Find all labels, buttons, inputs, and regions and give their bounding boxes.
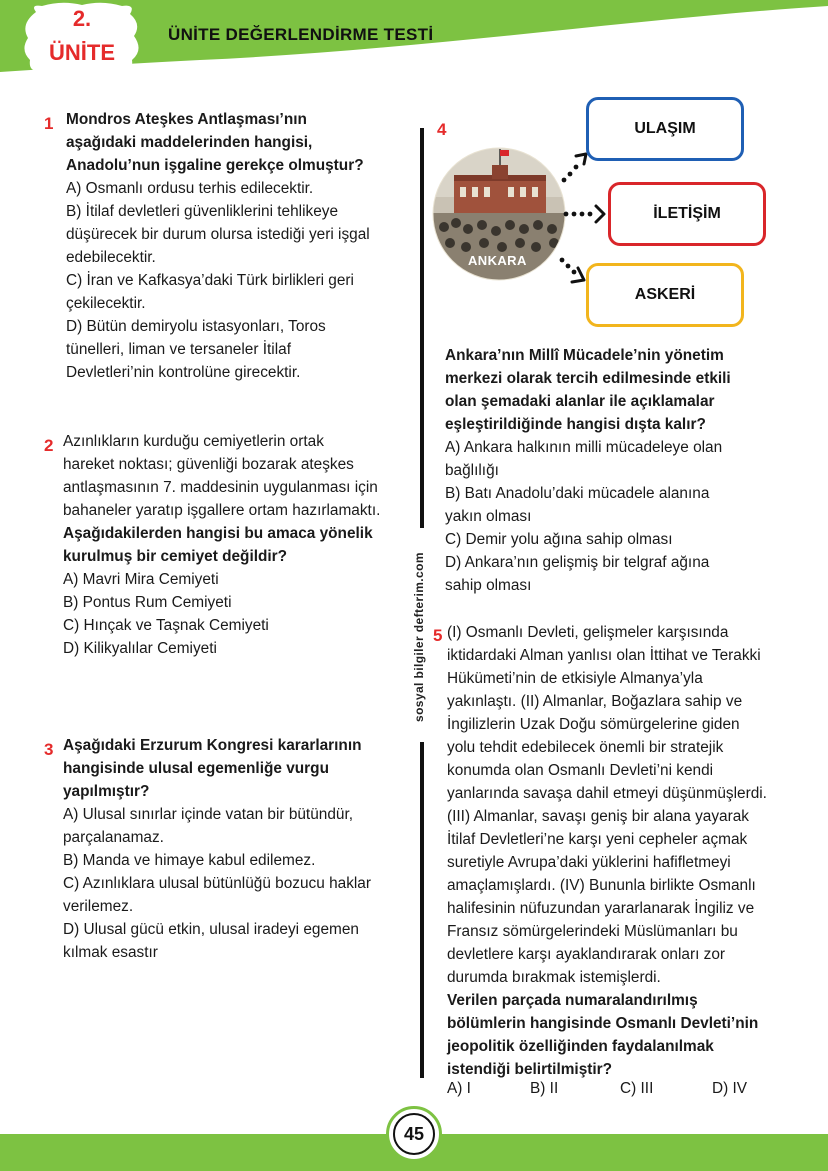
question-2-option-c[interactable]: C) Hınçak ve Taşnak Cemiyeti — [63, 617, 269, 634]
question-4-option-d[interactable]: D) Ankara’nın gelişmiş bir telgraf ağına — [445, 554, 710, 571]
question-2-intro-line: bahaneler yaratıp işgallere ortam hazırlamaktı. — [63, 502, 381, 519]
question-3-option-c[interactable]: C) Azınlıklara ulusal bütünlüğü bozucu haklar — [63, 875, 371, 892]
question-2 — [63, 430, 380, 660]
question-2-intro-line: Azınlıkların kurduğu cemiyetlerin ortak — [63, 433, 324, 450]
question-5-option-b[interactable]: B) II — [530, 1080, 559, 1097]
question-4-stem-line: eşleştirildiğinde hangisi dışta kalır? — [445, 416, 706, 433]
question-5-passage-line: İngilizlerin Uzak Doğu sömürgelerine giden — [447, 716, 740, 733]
question-2-option-d[interactable]: D) Kilikyalılar Cemiyeti — [63, 640, 217, 657]
question-5-passage-line: Hükümeti’nin de etkisiyle Almanya’yla — [447, 670, 703, 687]
question-5-stem-line: bölümlerin hangisinde Osmanlı Devleti’nin — [447, 1015, 759, 1032]
question-5-passage-line: (I) Osmanlı Devleti, gelişmeler karşısında — [447, 624, 729, 641]
question-5-passage-line: yakınlaştı. (II) Almanlar, Boğazlara sahip ve — [447, 693, 743, 710]
question-3-number: 3 — [44, 740, 54, 759]
question-5-number: 5 — [433, 626, 443, 645]
question-1-stem-line: Anadolu’nun işgaline gerekçe olmuştur? — [66, 157, 364, 174]
question-5-option-d[interactable]: D) IV — [712, 1080, 748, 1097]
question-3-option-c-cont: verilemez. — [63, 898, 134, 915]
question-2-intro-line: hareket noktası; güvenliği bozarak ateşkes — [63, 456, 354, 473]
question-5-passage-line: durumda bırakmak istemişlerdi. — [447, 969, 661, 986]
question-1-option-b-cont: edebilecektir. — [66, 249, 156, 266]
question-3-option-d-cont: kılmak esastır — [63, 944, 158, 961]
question-1-option-d-cont: tünelleri, liman ve tersaneler İtilaf — [66, 341, 291, 358]
question-1 — [66, 108, 370, 384]
question-4-stem-line: merkezi olarak tercih edilmesinde etkili — [445, 370, 731, 387]
question-3 — [63, 734, 371, 964]
question-5-stem-line: Verilen parçada numaralandırılmış — [447, 992, 698, 1009]
question-1-option-d[interactable]: D) Bütün demiryolu istasyonları, Toros — [66, 318, 326, 335]
question-5-option-c[interactable]: C) III — [620, 1080, 654, 1097]
question-5-stem-line: istendiği belirtilmiştir? — [447, 1061, 613, 1078]
site-watermark: sosyal bilgiler defterim.com — [412, 552, 426, 722]
column-divider-bottom — [420, 742, 424, 1078]
question-5-stem-line: jeopolitik özelliğinden faydalanılmak — [447, 1038, 714, 1055]
question-4-option-a[interactable]: A) Ankara halkının milli mücadeleye olan — [445, 439, 723, 456]
question-4-option-b[interactable]: B) Batı Anadolu’daki mücadele alanına — [445, 485, 710, 502]
question-1-option-c[interactable]: C) İran ve Kafkasya’daki Türk birlikleri geri — [66, 272, 354, 289]
question-1-stem-line: Mondros Ateşkes Antlaşması’nın — [66, 111, 307, 128]
question-3-option-d[interactable]: D) Ulusal gücü etkin, ulusal iradeyi egemen — [63, 921, 359, 938]
question-5-passage-line: halifesinin nüfuzundan yararlanarak İngiliz ve — [447, 900, 755, 917]
box-ulasim: ULAŞIM — [586, 97, 744, 161]
question-2-stem-line: kurulmuş bir cemiyet değildir? — [63, 548, 288, 565]
question-2-stem-line: Aşağıdakilerden hangisi bu amaca yönelik — [63, 525, 373, 542]
question-3-option-a-cont: parçalanamaz. — [63, 829, 164, 846]
question-5-passage-line: İtilaf Devletleri’ne karşı yeni cepheler açmak — [447, 831, 748, 848]
question-5-passage-line: Fransız sömürgelerindeki Müslümanları bu — [447, 923, 738, 940]
question-5-passage-line: konumda olan Osmanlı Devleti’ni kendi — [447, 762, 714, 779]
question-4-number: 4 — [437, 120, 447, 139]
question-5-option-a[interactable]: A) I — [447, 1080, 471, 1097]
page-number-badge — [386, 1106, 442, 1162]
question-5 — [447, 621, 767, 1081]
ankara-photo-label: ANKARA — [468, 253, 527, 268]
question-3-option-a[interactable]: A) Ulusal sınırlar içinde vatan bir bütündür, — [63, 806, 354, 823]
question-1-stem-line: aşağıdaki maddelerinden hangisi, — [66, 134, 313, 151]
question-1-option-b[interactable]: B) İtilaf devletleri güvenliklerini tehlikeye — [66, 203, 339, 220]
question-5-passage-line: devletlere karşı ayaklandırarak onları zor — [447, 946, 726, 963]
question-4-stem-line: olan şemadaki alanlar ile açıklamalar — [445, 393, 715, 410]
question-1-option-a[interactable]: A) Osmanlı ordusu terhis edilecektir. — [66, 180, 314, 197]
question-4-option-d-cont: sahip olması — [445, 577, 532, 594]
question-3-option-b[interactable]: B) Manda ve himaye kabul edilemez. — [63, 852, 316, 869]
question-4-option-c[interactable]: C) Demir yolu ağına sahip olması — [445, 531, 673, 548]
question-5-passage-line: suretiyle Avrupa’daki yüklerini hafifletmeyi — [447, 854, 731, 871]
question-5-passage-line: yanlarında savaşa dahil etmeyi düşünmüşlerdi. — [447, 785, 767, 802]
question-1-number: 1 — [44, 114, 54, 133]
question-2-intro-line: antlaşmasının 7. maddesinin uygulanması için — [63, 479, 378, 496]
question-5-passage-line: (III) Almanlar, savaşı geniş bir alana yayarak — [447, 808, 749, 825]
column-divider-top — [420, 128, 424, 528]
unit-word: ÜNİTE — [49, 40, 115, 65]
question-3-stem-line: yapılmıştır? — [63, 783, 150, 800]
box-iletisim: İLETİŞİM — [608, 182, 766, 246]
question-1-option-c-cont: çekilecektir. — [66, 295, 146, 312]
question-5-passage-line: yolu tehdit edebilecek önemli bir stratejik — [447, 739, 724, 756]
unit-number: 2. — [72, 6, 92, 31]
question-1-option-d-cont: Devletleri’nin kontrolüne girecektir. — [66, 364, 301, 381]
question-4-stem-line: Ankara’nın Millî Mücadele’nin yönetim — [445, 347, 724, 364]
question-4-option-b-cont: yakın olması — [445, 508, 532, 525]
question-3-stem-line: Aşağıdaki Erzurum Kongresi kararlarının — [63, 737, 362, 754]
page-title: ÜNİTE DEĞERLENDİRME TESTİ — [168, 25, 434, 44]
question-5-passage-line: iktidardaki Alman yanlısı olan İttihat ve Terakki — [447, 647, 761, 664]
question-5-passage-line: amaçlamışlardı. (IV) Bununla birlikte Osmanlı — [447, 877, 756, 894]
question-2-option-b[interactable]: B) Pontus Rum Cemiyeti — [63, 594, 232, 611]
question-4-option-a-cont: bağlılığı — [445, 462, 499, 479]
question-1-option-b-cont: düşürecek bir durum olursa istediği yeri işgal — [66, 226, 370, 243]
question-2-number: 2 — [44, 436, 54, 455]
question-2-option-a[interactable]: A) Mavri Mira Cemiyeti — [63, 571, 219, 588]
page-number: 45 — [393, 1113, 435, 1155]
question-4 — [445, 344, 731, 597]
question-3-stem-line: hangisinde ulusal egemenliğe vurgu — [63, 760, 329, 777]
box-askeri: ASKERİ — [586, 263, 744, 327]
